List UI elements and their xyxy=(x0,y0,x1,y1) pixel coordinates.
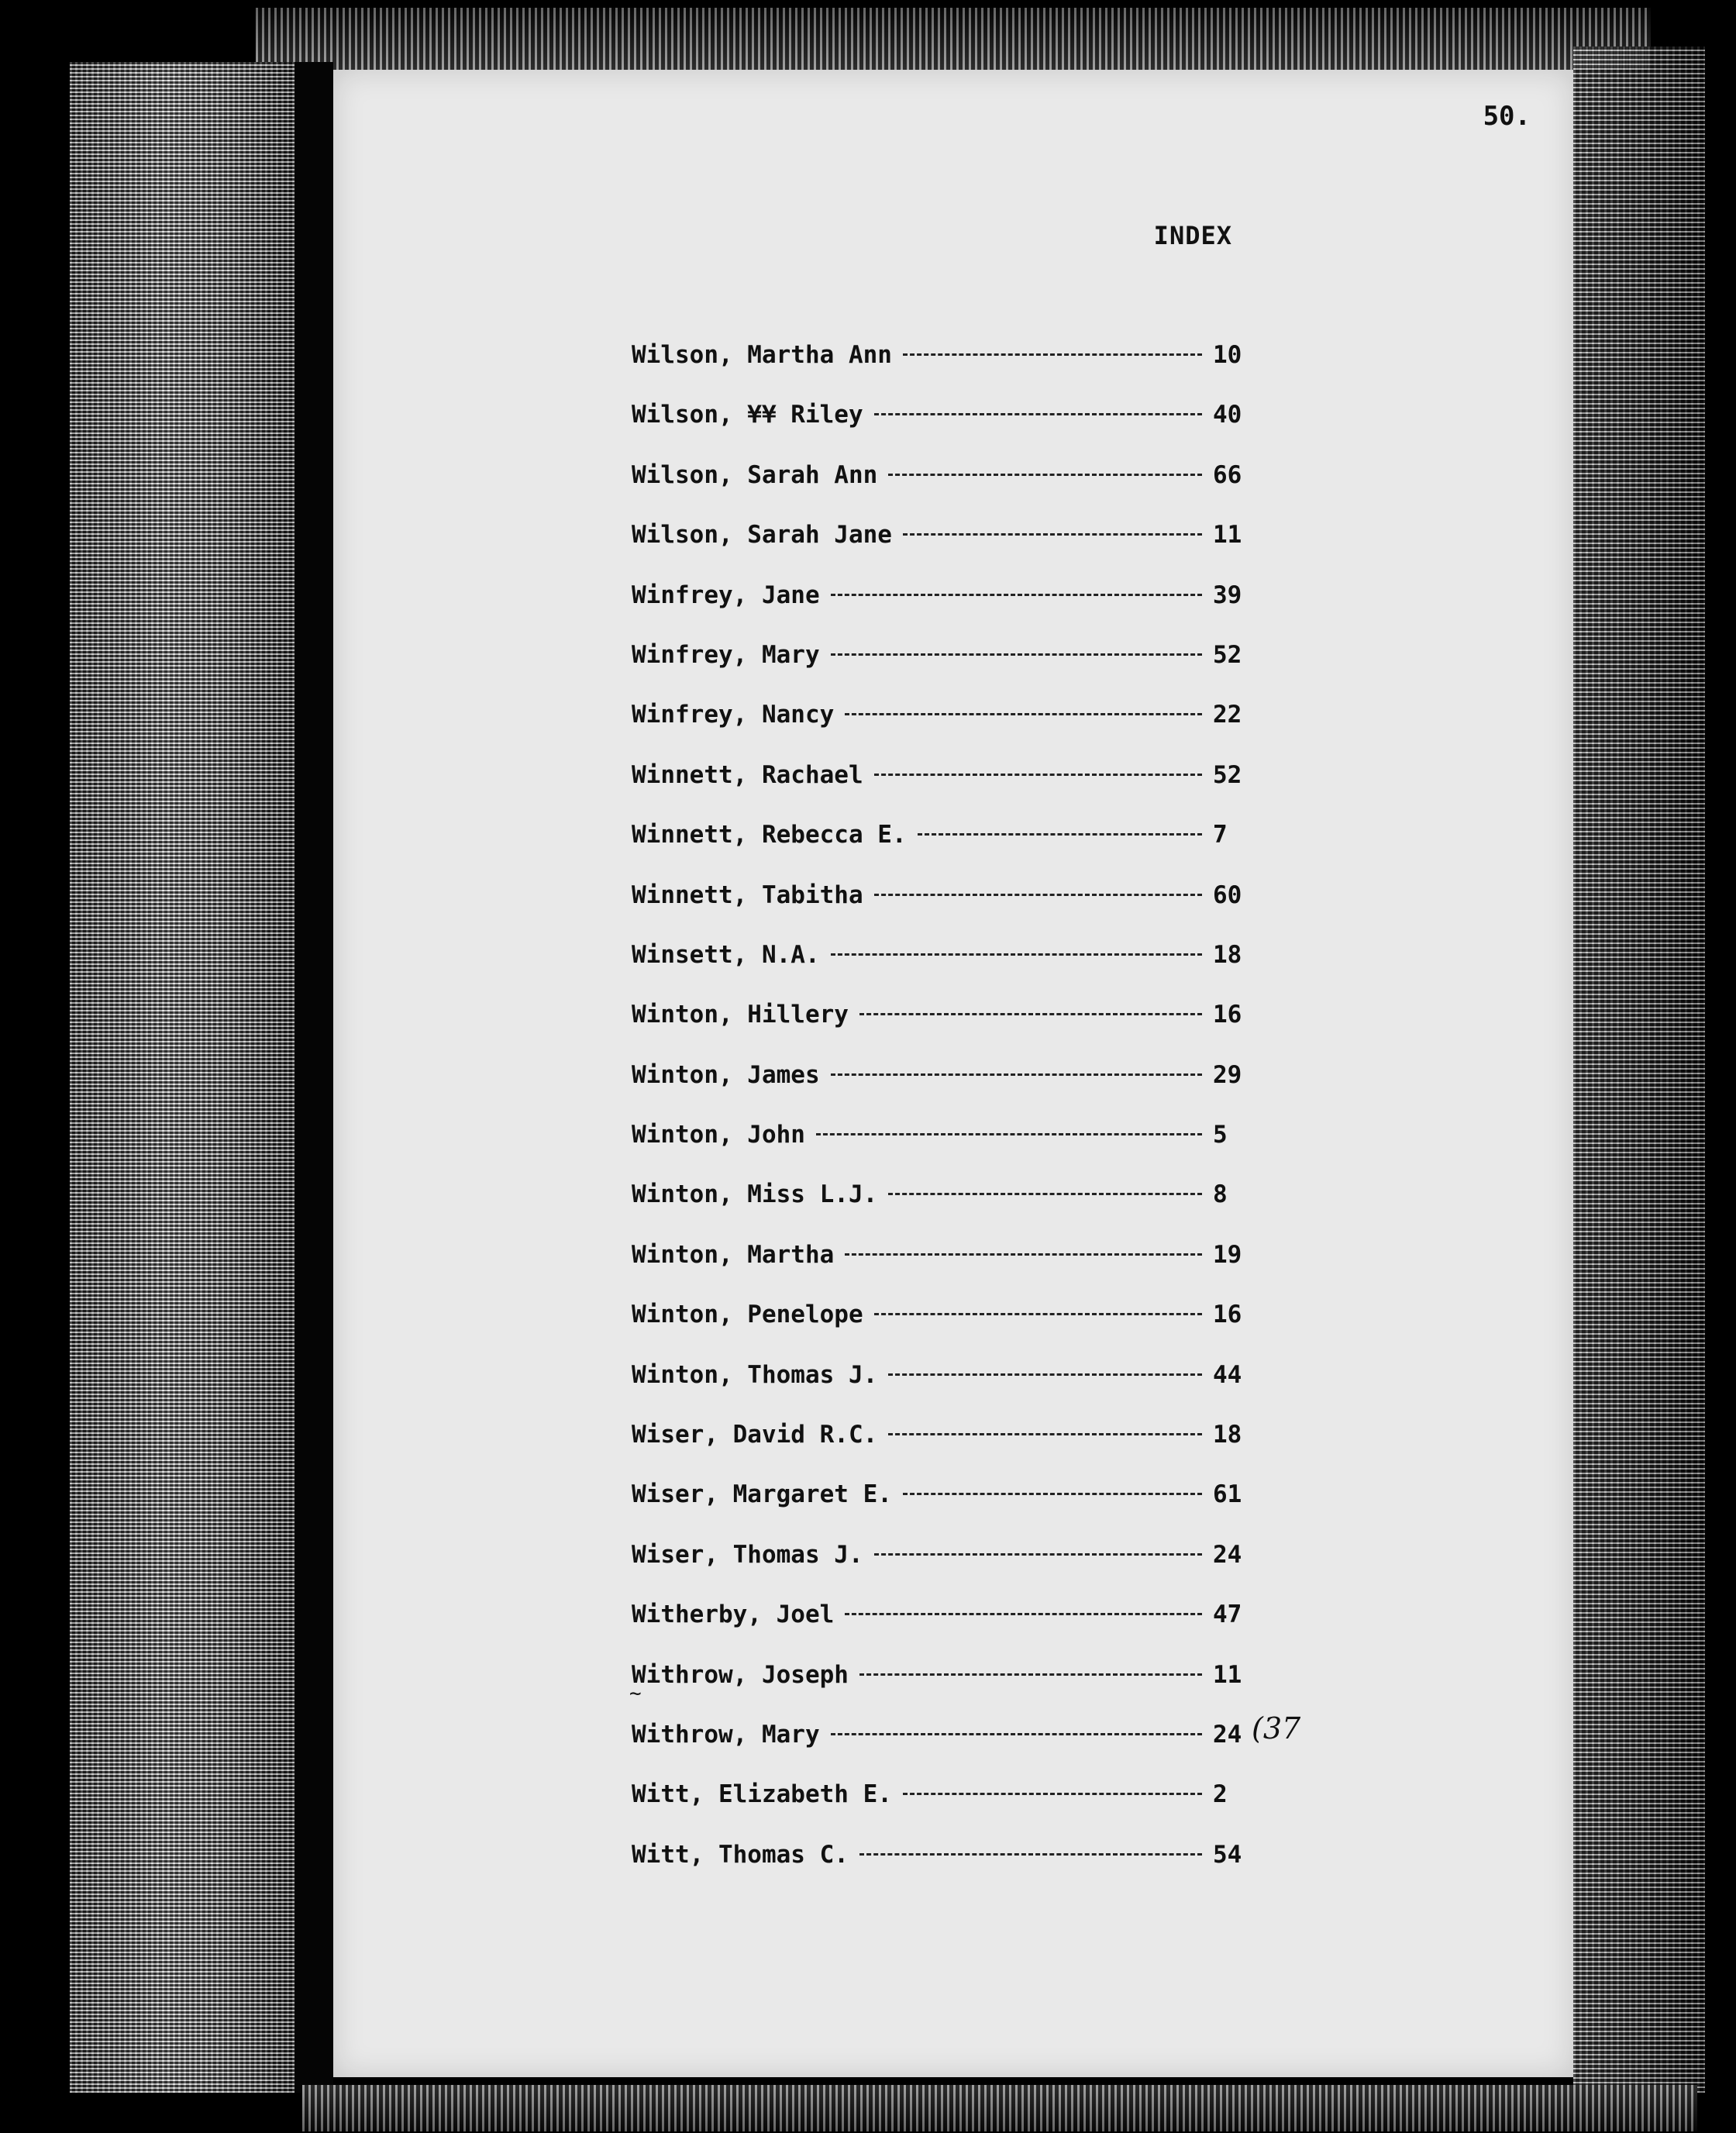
entry-page-number: 10 xyxy=(1213,341,1242,369)
index-entry xyxy=(632,521,1252,581)
entry-name: Winfrey, Jane xyxy=(632,581,820,609)
dot-leader xyxy=(888,1373,1202,1376)
entry-page-number: 11 xyxy=(1213,521,1242,550)
dot-leader xyxy=(859,1673,1202,1676)
entry-name: Winton, Martha xyxy=(632,1240,835,1269)
scan-left-edge xyxy=(70,62,318,2093)
entry-page-number: 39 xyxy=(1213,581,1242,609)
dot-leader xyxy=(845,713,1202,715)
index-entry xyxy=(632,581,1252,641)
index-entry xyxy=(632,341,1252,401)
index-entry xyxy=(632,1661,1252,1721)
dot-leader xyxy=(845,1253,1202,1256)
entry-page-number: 2 xyxy=(1213,1780,1228,1809)
entry-name: Winnett, Rebecca E. xyxy=(632,821,907,849)
entry-name: Winnett, Rachael xyxy=(632,760,863,789)
entry-name: Wiser, Margaret E. xyxy=(632,1480,892,1509)
entry-page-number: 61 xyxy=(1213,1480,1242,1509)
dot-leader xyxy=(903,1493,1202,1495)
entry-page-number: 22 xyxy=(1213,701,1242,729)
entry-name: Wilson, Sarah Ann xyxy=(632,460,878,489)
index-entry xyxy=(632,761,1252,821)
index-entry xyxy=(632,1721,1252,1780)
dot-leader xyxy=(874,894,1202,896)
entry-page-number: 40 xyxy=(1213,401,1242,429)
dot-leader xyxy=(903,1793,1202,1795)
entry-page-number: 47 xyxy=(1213,1601,1242,1629)
entry-name: Winfrey, Nancy xyxy=(632,701,835,729)
dot-leader xyxy=(918,833,1202,836)
dot-leader xyxy=(874,1553,1202,1556)
entry-name: Witherby, Joel xyxy=(632,1601,835,1629)
index-entry xyxy=(632,1121,1252,1180)
index-entry xyxy=(632,1421,1252,1480)
entry-name: Winnett, Tabitha xyxy=(632,880,863,909)
entry-page-number: 11 xyxy=(1213,1660,1242,1689)
entry-page-number: 66 xyxy=(1213,460,1242,489)
document-page xyxy=(333,70,1573,2077)
dot-leader xyxy=(874,774,1202,776)
index-entry xyxy=(632,1841,1252,1900)
entry-page-number: 60 xyxy=(1213,880,1242,909)
entry-name: Winton, James xyxy=(632,1060,820,1089)
entry-page-number: 8 xyxy=(1213,1180,1228,1209)
entry-name: Wiser, David R.C. xyxy=(632,1421,878,1449)
entry-name: Withrow, Mary xyxy=(632,1720,820,1749)
entry-page-number: 24 xyxy=(1213,1720,1242,1749)
index-entry xyxy=(632,1480,1252,1540)
entry-page-number: 7 xyxy=(1213,821,1228,849)
margin-tick-mark: ~ xyxy=(629,1682,642,1705)
dot-leader xyxy=(888,1193,1202,1195)
entry-name: Wilson, Sarah Jane xyxy=(632,521,892,550)
entry-name: Winton, Thomas J. xyxy=(632,1360,878,1389)
dot-leader xyxy=(831,653,1202,656)
entry-name: Wilson, Martha Ann xyxy=(632,341,892,369)
entry-name: Winfrey, Mary xyxy=(632,640,820,669)
dot-leader xyxy=(816,1133,1202,1135)
entry-page-number: 16 xyxy=(1213,1301,1242,1329)
dot-leader xyxy=(831,594,1202,596)
index-entry xyxy=(632,641,1252,701)
dot-leader xyxy=(859,1853,1202,1856)
index-entry xyxy=(632,701,1252,760)
entry-name: Winton, John xyxy=(632,1121,805,1149)
entry-name: Witt, Thomas C. xyxy=(632,1840,849,1869)
scan-top-edge xyxy=(256,8,1651,70)
entry-page-number: 5 xyxy=(1213,1121,1228,1149)
index-entry xyxy=(632,1361,1252,1421)
index-list xyxy=(632,341,1252,1900)
entry-page-number: 18 xyxy=(1213,1421,1242,1449)
index-entry xyxy=(632,1241,1252,1301)
page-title: INDEX xyxy=(1153,221,1232,250)
dot-leader xyxy=(831,1733,1202,1735)
dot-leader xyxy=(874,1313,1202,1315)
entry-name: Witt, Elizabeth E. xyxy=(632,1780,892,1809)
dot-leader xyxy=(903,533,1202,536)
page-number: 50. xyxy=(1483,101,1531,132)
entry-page-number: 29 xyxy=(1213,1060,1242,1089)
index-entry xyxy=(632,881,1252,941)
entry-name: Winton, Miss L.J. xyxy=(632,1180,878,1209)
dot-leader xyxy=(874,413,1202,415)
index-entry xyxy=(632,1541,1252,1601)
entry-page-number: 18 xyxy=(1213,940,1242,969)
index-entry xyxy=(632,821,1252,880)
handwritten-annotation: (37 xyxy=(1252,1711,1301,1745)
entry-page-number: 54 xyxy=(1213,1840,1242,1869)
entry-page-number: 16 xyxy=(1213,1001,1242,1029)
entry-page-number: 19 xyxy=(1213,1240,1242,1269)
dot-leader xyxy=(888,474,1202,476)
dot-leader xyxy=(831,953,1202,956)
scan-left-shadow xyxy=(294,62,333,2093)
index-entry xyxy=(632,1061,1252,1121)
entry-page-number: 24 xyxy=(1213,1540,1242,1569)
index-entry xyxy=(632,401,1252,460)
index-entry xyxy=(632,1180,1252,1240)
entry-name: Winton, Penelope xyxy=(632,1301,863,1329)
index-entry xyxy=(632,461,1252,521)
index-entry xyxy=(632,1301,1252,1360)
dot-leader xyxy=(831,1073,1202,1076)
index-entry xyxy=(632,1601,1252,1660)
index-entry xyxy=(632,941,1252,1001)
scan-right-edge xyxy=(1573,47,1705,2093)
scan-bottom-edge xyxy=(302,2085,1697,2131)
entry-name: Withrow, Joseph xyxy=(632,1660,849,1689)
entry-name: Winton, Hillery xyxy=(632,1001,849,1029)
entry-page-number: 52 xyxy=(1213,760,1242,789)
index-entry xyxy=(632,1001,1252,1060)
dot-leader xyxy=(903,353,1202,356)
entry-page-number: 44 xyxy=(1213,1360,1242,1389)
entry-page-number: 52 xyxy=(1213,640,1242,669)
entry-name: Winsett, N.A. xyxy=(632,940,820,969)
entry-name: Wiser, Thomas J. xyxy=(632,1540,863,1569)
dot-leader xyxy=(845,1613,1202,1615)
entry-name: Wilson, ¥¥ Riley xyxy=(632,401,863,429)
dot-leader xyxy=(888,1433,1202,1435)
index-entry xyxy=(632,1780,1252,1840)
dot-leader xyxy=(859,1013,1202,1015)
